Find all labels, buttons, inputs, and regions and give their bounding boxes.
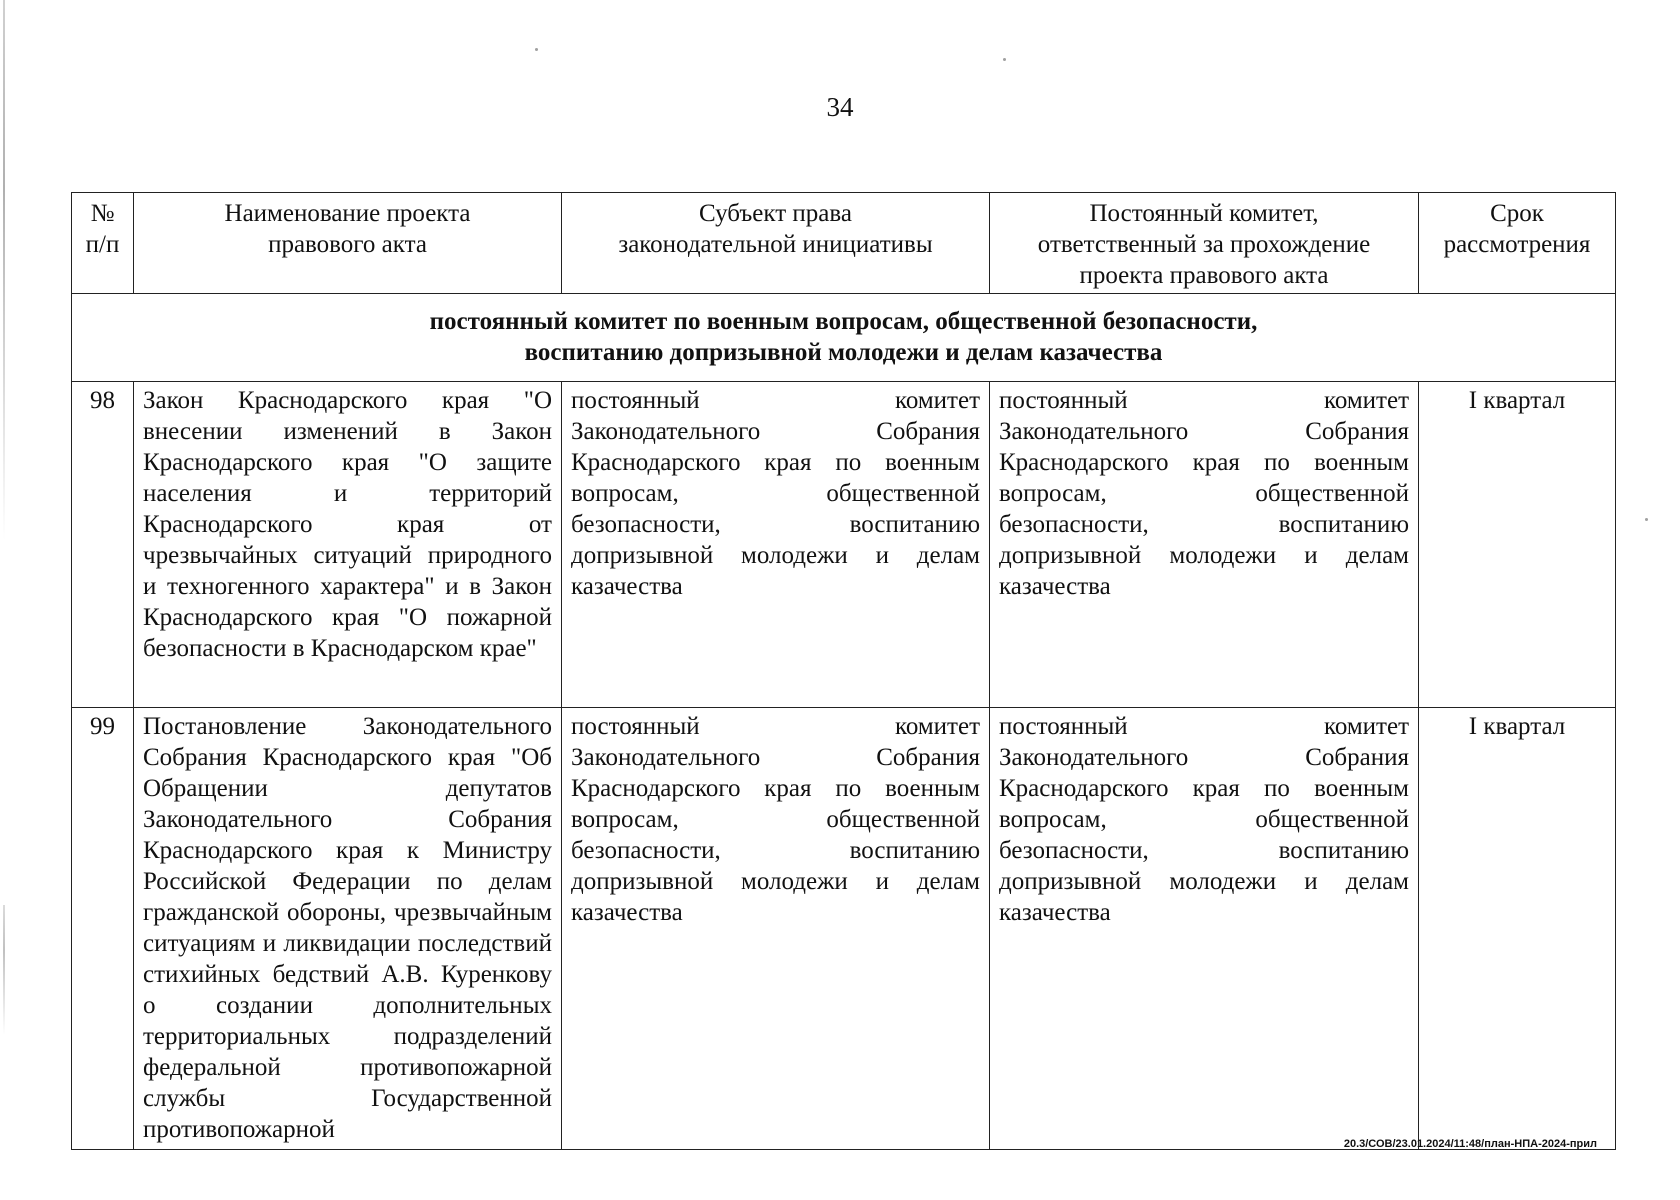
row-initiative-subject: постоянный комитет Законодательного Собрания Краснодарского края по военным вопросам, общественной безопасности, воспитанию допризывной молодежи и делам казачества xyxy=(562,382,990,708)
legislation-plan-table xyxy=(71,192,1616,1150)
row-review-term: I квартал xyxy=(1419,382,1616,708)
header-responsible-committee-line3: проекта правового акта xyxy=(1079,262,1329,289)
row-number: 99 xyxy=(72,708,134,1150)
table-header-row xyxy=(72,193,1616,294)
scan-edge-mark-lower xyxy=(3,905,5,1035)
row-project-name: Постановление Законодательного Собрания Краснодарского края "Об Обращении депутатов Законодательного Собрания Краснодарского края к Министру Российской Федерации по делам гражданской обороны, чрезвычайным ситуациям и ликвидации последствий стихийных бедствий А.В. Куренкову о создании дополнительных территориальных подразделений федеральной противопожарной службы Государственной противопожарной xyxy=(134,708,562,1150)
header-project-name-line1: Наименование проекта xyxy=(224,200,471,227)
committee-section-line1: постоянный комитет по военным вопросам, общественной безопасности, xyxy=(429,308,1258,335)
header-review-term xyxy=(1419,193,1616,294)
header-initiative-subject-line1: Субъект права xyxy=(699,200,852,227)
row-review-term: I квартал xyxy=(1419,708,1616,1150)
row-number: 98 xyxy=(72,382,134,708)
page-number: 34 xyxy=(826,92,854,122)
row-responsible-committee: постоянный комитет Законодательного Собрания Краснодарского края по военным вопросам, общественной безопасности, воспитанию допризывной молодежи и делам казачества xyxy=(990,708,1419,1150)
scan-edge-mark xyxy=(3,0,5,540)
scan-speck xyxy=(1645,518,1648,521)
committee-section-row xyxy=(72,294,1616,382)
header-project-name-line2: правового акта xyxy=(268,231,427,258)
header-initiative-subject xyxy=(562,193,990,294)
table-row xyxy=(72,382,1616,708)
header-project-name xyxy=(134,193,562,294)
header-number-line1: № xyxy=(90,200,115,227)
row-responsible-committee: постоянный комитет Законодательного Собрания Краснодарского края по военным вопросам, общественной безопасности, воспитанию допризывной молодежи и делам казачества xyxy=(990,382,1419,708)
header-initiative-subject-line2: законодательной инициативы xyxy=(618,231,933,258)
row-project-name: Закон Краснодарского края "О внесении изменений в Закон Краснодарского края "О защите населения и территорий Краснодарского края от чрезвычайных ситуаций природного и техногенного характера" и в Закон Краснодарского края "О пожарной безопасности в Краснодарском крае" xyxy=(134,382,562,708)
document-registration-stamp: 20.3/СОВ/23.01.2024/11:48/план-НПА-2024-прил xyxy=(1343,1138,1597,1150)
row-initiative-subject: постоянный комитет Законодательного Собрания Краснодарского края по военным вопросам, общественной безопасности, воспитанию допризывной молодежи и делам казачества xyxy=(562,708,990,1150)
header-number-line2: п/п xyxy=(85,231,120,258)
scan-speck xyxy=(1003,58,1006,61)
committee-section-heading xyxy=(72,294,1616,382)
header-responsible-committee-line2: ответственный за прохождение xyxy=(1037,231,1371,258)
header-review-term-line2: рассмотрения xyxy=(1443,231,1591,258)
scan-speck xyxy=(535,48,538,51)
committee-section-line2: воспитанию допризывной молодежи и делам казачества xyxy=(524,339,1163,366)
table-row xyxy=(72,708,1616,1150)
header-number xyxy=(72,193,134,294)
header-review-term-line1: Срок xyxy=(1490,200,1544,227)
header-responsible-committee-line1: Постоянный комитет, xyxy=(1089,200,1319,227)
header-responsible-committee xyxy=(990,193,1419,294)
